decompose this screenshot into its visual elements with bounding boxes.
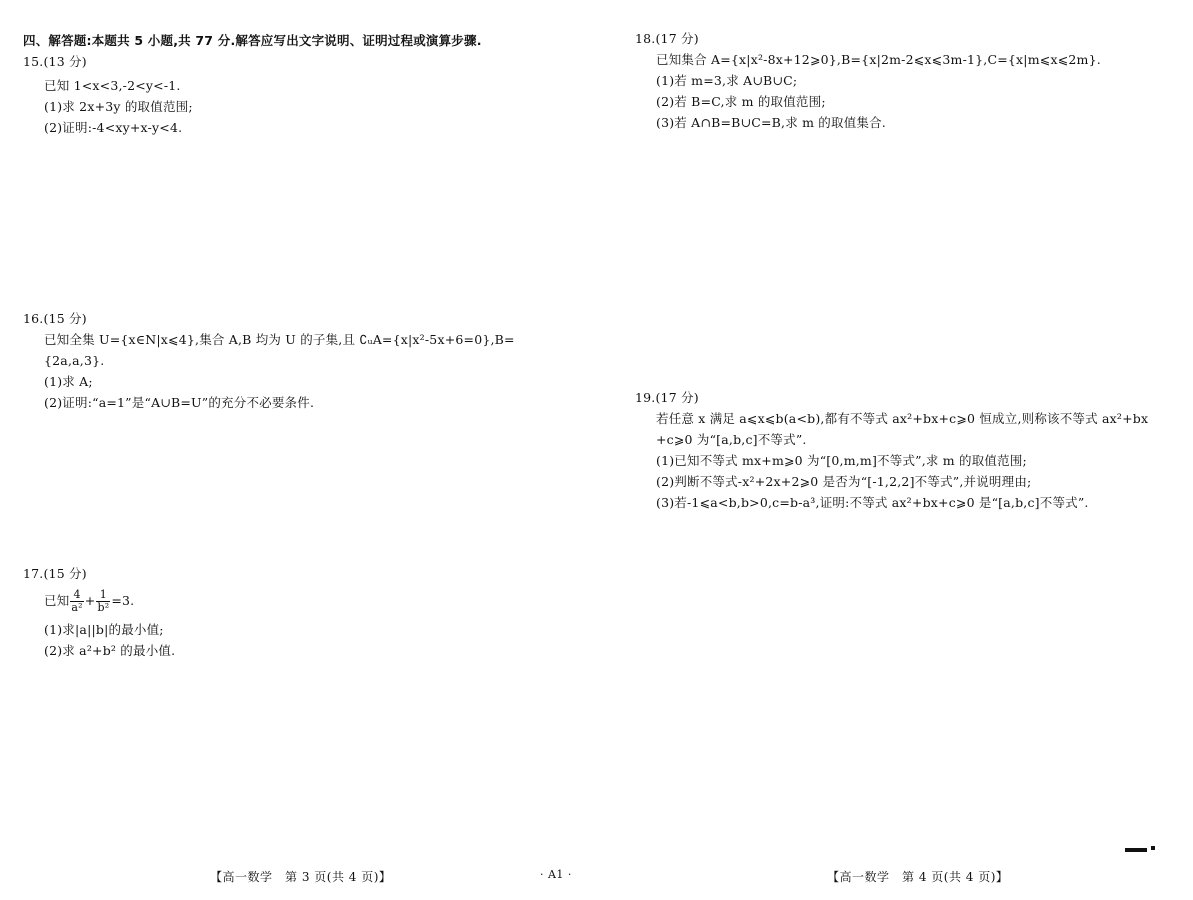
question-15-number: 15.(13 分) [23,54,87,69]
question-18-part-3: (3)若 A∩B=B∪C=B,求 m 的取值集合. [656,115,886,130]
fraction-1-over-b-squared [96,589,110,614]
question-17-part-1: (1)求|a||b|的最小值; [44,622,164,637]
left-page [0,0,596,900]
section-title: 四、解答题:本题共 5 小题,共 77 分.解答应写出文字说明、证明过程或演算步骤. [23,33,482,48]
plus-sign: + [84,593,96,608]
question-19-part-3: (3)若-1⩽a<b,b>0,c=b-a³,证明:不等式 ax²+bx+c⩾0 是“[a,b,c]不等式”. [656,495,1089,510]
question-19-number: 19.(17 分) [635,390,699,405]
question-17-part-2: (2)求 a²+b² 的最小值. [44,643,176,658]
question-16-number: 16.(15 分) [23,311,87,326]
registration-mark [1125,848,1147,852]
question-18-part-2: (2)若 B=C,求 m 的取值范围; [656,94,826,109]
question-17-stem-suffix: =3. [111,593,135,608]
question-18-number: 18.(17 分) [635,31,699,46]
question-17-stem-prefix: 已知 [44,593,70,608]
question-17-stem [44,588,134,614]
question-15-stem: 已知 1<x<3,-2<y<-1. [44,78,181,93]
question-16-stem-line-2: {2a,a,3}. [44,353,105,368]
fraction-1-denominator: a² [71,601,83,614]
question-19-part-1: (1)已知不等式 mx+m⩾0 为“[0,m,m]不等式”,求 m 的取值范围; [656,453,1027,468]
right-page [597,0,1193,900]
question-15-part-1: (1)求 2x+3y 的取值范围; [44,99,193,114]
question-18-stem: 已知集合 A={x|x²-8x+12⩾0},B={x|2m-2⩽x⩽3m-1},C={x|m⩽x⩽2m}. [656,52,1101,67]
left-page-footer: 【高一数学 第 3 页(共 4 页)】 [210,870,392,884]
question-16-part-2: (2)证明:“a=1”是“A∪B=U”的充分不必要条件. [44,395,315,410]
fraction-2-numerator: 1 [96,589,110,602]
question-19-stem-line-2: +c⩾0 为“[a,b,c]不等式”. [656,432,807,447]
fraction-4-over-a-squared [70,589,83,614]
fraction-2-denominator: b² [97,601,110,614]
center-page-mark: · A1 · [540,868,572,881]
question-19-stem-line-1: 若任意 x 满足 a⩽x⩽b(a<b),都有不等式 ax²+bx+c⩾0 恒成立,则称该不等式 ax²+bx [656,411,1149,426]
question-16-stem-line-1: 已知全集 U={x∈N|x⩽4},集合 A,B 均为 U 的子集,且 ∁ᵤA={x|x²-5x+6=0},B= [44,332,515,347]
question-19-part-2: (2)判断不等式-x²+2x+2⩾0 是否为“[-1,2,2]不等式”,并说明理由; [656,474,1032,489]
question-16-part-1: (1)求 A; [44,374,93,389]
right-page-footer: 【高一数学 第 4 页(共 4 页)】 [827,870,1009,884]
fraction-1-numerator: 4 [70,589,83,602]
question-17-number: 17.(15 分) [23,566,87,581]
question-15-part-2: (2)证明:-4<xy+x-y<4. [44,120,183,135]
question-18-part-1: (1)若 m=3,求 A∪B∪C; [656,73,798,88]
registration-dot [1151,846,1155,850]
